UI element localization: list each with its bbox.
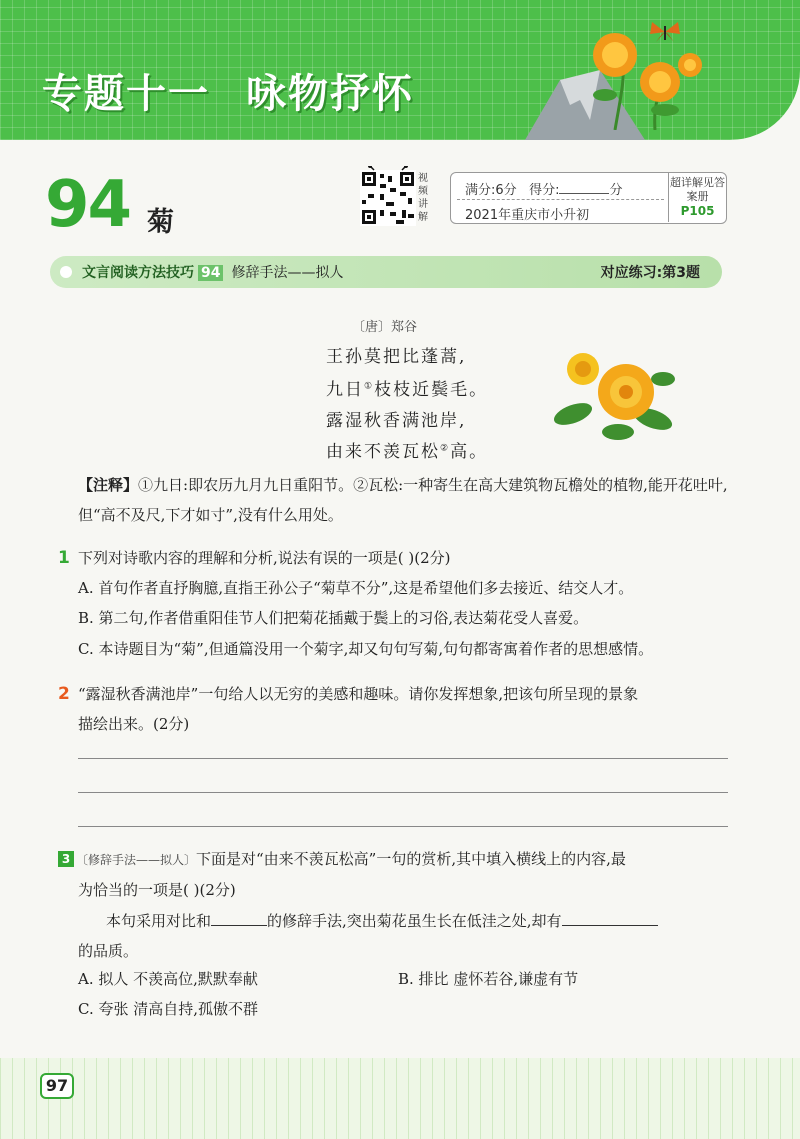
qr-code-icon[interactable] — [360, 166, 416, 226]
poem-line-text: 枝枝近鬓毛。 — [374, 380, 489, 400]
annotation-note — [78, 470, 738, 530]
question-stem-text: 下面是对“由来不羡瓦松高”一句的赏析,其中填入横线上的内容,最 — [196, 850, 626, 868]
answer-tag-text: 超详解见答案册 — [670, 176, 725, 203]
answer-page: P105 — [680, 204, 715, 218]
question-stem: 下列对诗歌内容的理解和分析,说法有误的一项是( )(2分) — [78, 549, 451, 567]
poem-line — [326, 406, 466, 431]
question-stem: 描绘出来。(2分) — [78, 715, 190, 733]
question-number: 1 — [58, 548, 70, 568]
answer-line[interactable] — [78, 792, 728, 793]
answer-option[interactable]: A. 首句作者直抒胸臆,直指王孙公子“菊草不分”,这是希望他们多去接近、结交人才。 — [78, 579, 634, 597]
method-number: 94 — [198, 265, 223, 281]
question-stem: 为恰当的一项是( )(2分) — [78, 881, 236, 899]
poem-line-text: 王孙莫把比蓬蒿, — [326, 347, 467, 367]
poem-line-text: 由来不羡瓦松 — [326, 442, 440, 462]
qr-label: 视频讲解 — [418, 173, 428, 223]
poem-author: 〔唐〕郑谷 — [352, 320, 418, 335]
footnote-mark: ① — [364, 381, 375, 392]
score-box — [450, 172, 727, 224]
butterfly-illustration — [648, 18, 682, 46]
lesson-title: 菊 — [147, 207, 174, 238]
note-heading: 【注释】 — [78, 476, 139, 494]
fill-text: 的修辞手法,突出菊花虽生长在低洼之处,却有 — [267, 912, 562, 930]
poem-line-text: 露湿秋香满池岸, — [326, 411, 467, 431]
question-number: 2 — [58, 684, 70, 704]
footnote-mark: ② — [440, 443, 451, 454]
page-number: 97 — [40, 1073, 74, 1099]
fill-blank[interactable] — [211, 910, 267, 926]
question-tag: 〔修辞手法——拟人〕 — [76, 853, 197, 867]
answer-option[interactable]: C. 夸张 清高自持,孤傲不群 — [78, 1000, 259, 1018]
answer-line[interactable] — [78, 758, 728, 759]
answer-option[interactable]: B. 第二句,作者借重阳佳节人们把菊花插戴于鬓上的习俗,表达菊花受人喜爱。 — [78, 609, 589, 627]
answer-line[interactable] — [78, 826, 728, 827]
topic-title — [42, 62, 414, 119]
poem-line — [326, 342, 466, 367]
topic-label: 专题十一 — [42, 71, 210, 117]
topic-name: 咏物抒怀 — [246, 71, 414, 117]
score-unit: 分 — [609, 183, 623, 198]
question-number: 3 — [58, 851, 74, 867]
fill-text: 本句采用对比和 — [106, 912, 212, 930]
chrysanthemum-illustration — [548, 344, 678, 444]
poem-line — [326, 375, 488, 400]
answer-option[interactable]: B. 排比 虚怀若谷,谦虚有节 — [398, 970, 579, 988]
method-practice: 对应练习:第3题 — [600, 265, 700, 281]
method-bar — [50, 256, 722, 288]
answer-option[interactable]: A. 拟人 不羡高位,默默奉献 — [78, 970, 258, 988]
answer-reference — [668, 173, 726, 222]
chrysanthemum-illustration — [565, 20, 715, 130]
question-stem: “露湿秋香满池岸”一句给人以无穷的美感和趣味。请你发挥想象,把该句所呈现的景象 — [78, 685, 639, 703]
score-source: 2021年重庆市小升初 — [465, 208, 590, 223]
lesson-number: 94 — [45, 168, 131, 242]
score-row — [465, 179, 622, 198]
score-blank[interactable] — [559, 182, 609, 194]
bullet-icon — [60, 266, 72, 278]
poem-line-text: 高。 — [450, 442, 489, 462]
method-label-text: 文言阅读方法技巧 — [82, 265, 194, 281]
poem-line-text: 九日 — [326, 380, 364, 400]
method-label — [82, 262, 343, 282]
note-text: ①九日:即农历九月九日重阳节。②瓦松:一种寄生在高大建筑物瓦檐处的植物,能开花吐叶,但“高不及尺,下才如寸”,没有什么用处。 — [78, 476, 728, 524]
full-score: 满分:6分 — [465, 183, 517, 198]
poem-line — [326, 437, 488, 462]
score-label: 得分: — [529, 183, 560, 198]
score-divider — [457, 199, 664, 200]
footer-band — [0, 1058, 800, 1139]
question-stem — [76, 847, 626, 872]
method-topic: 修辞手法——拟人 — [231, 265, 344, 281]
fill-text: 的品质。 — [78, 942, 139, 960]
fill-blank[interactable] — [562, 910, 658, 926]
answer-option[interactable]: C. 本诗题目为“菊”,但通篇没用一个菊字,却又句句写菊,句句都寄寓着作者的思想感情。 — [78, 640, 654, 658]
fill-in-sentence — [106, 909, 658, 933]
